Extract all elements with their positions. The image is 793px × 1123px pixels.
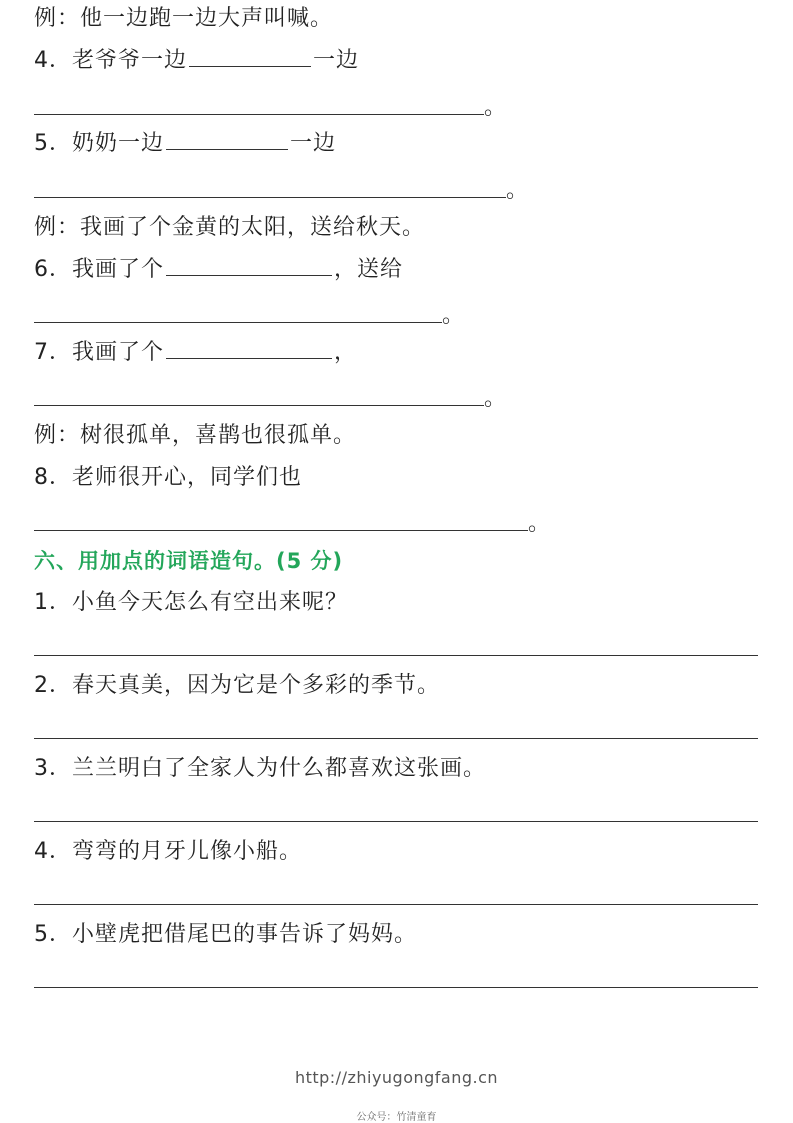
footer-url[interactable]: http://zhiyugongfang.cn: [294, 1068, 499, 1087]
question-number: 4．: [34, 48, 72, 73]
answer-line-4[interactable]: [34, 114, 484, 115]
sentence-item-4: 4．弯弯的月牙儿像小船。: [34, 839, 302, 864]
footer-wechat-account: 公众号：竹清童育: [356, 1112, 437, 1123]
period-mark: 。: [484, 95, 507, 120]
sentence-item-5: 5．小壁虎把借尾巴的事告诉了妈妈。: [34, 922, 417, 947]
question-number: 5．: [34, 131, 72, 156]
question-5: [34, 129, 336, 159]
fill-blank[interactable]: [166, 255, 332, 276]
question-text-a: 奶奶一边: [72, 131, 165, 156]
answer-line-s3[interactable]: [34, 821, 758, 822]
question-number: 8．: [34, 465, 72, 490]
question-6: [34, 255, 403, 285]
sentence-item-2: 2．春天真美，因为它是个多彩的季节。: [34, 673, 440, 698]
question-7: [34, 338, 357, 368]
answer-line-5[interactable]: [34, 197, 506, 198]
question-number: 7．: [34, 340, 72, 365]
question-text-b: ，: [334, 340, 358, 365]
example-sentence-2: 例：我画了个金黄的太阳，送给秋天。: [34, 215, 426, 240]
question-text-b: ，送给: [334, 257, 404, 282]
question-text-b: 一边: [290, 131, 337, 156]
answer-line-7[interactable]: [34, 405, 484, 406]
question-4: [34, 46, 359, 76]
answer-line-6[interactable]: [34, 322, 442, 323]
sentence-item-1: 1．小鱼今天怎么有空出来呢？: [34, 590, 348, 615]
fill-blank[interactable]: [189, 46, 311, 67]
question-text-a: 我画了个: [72, 257, 165, 282]
question-number: 6．: [34, 257, 72, 282]
example-sentence-3: 例：树很孤单，喜鹊也很孤单。: [34, 423, 357, 448]
fill-blank[interactable]: [166, 338, 332, 359]
answer-line-8[interactable]: [34, 530, 528, 531]
period-mark: 。: [506, 178, 529, 203]
answer-line-s2[interactable]: [34, 738, 758, 739]
answer-line-s5[interactable]: [34, 987, 758, 988]
fill-blank[interactable]: [166, 129, 288, 150]
question-text-a: 老爷爷一边: [72, 48, 188, 73]
question-text-a: 老师很开心，同学们也: [72, 465, 303, 490]
period-mark: 。: [442, 303, 465, 328]
question-8: [34, 463, 302, 493]
answer-line-s1[interactable]: [34, 655, 758, 656]
period-mark: 。: [484, 386, 507, 411]
question-text-a: 我画了个: [72, 340, 165, 365]
section-title-part6: 六、用加点的词语造句。(5 分): [34, 549, 344, 573]
example-sentence-1: 例：他一边跑一边大声叫喊。: [34, 6, 334, 31]
answer-line-s4[interactable]: [34, 904, 758, 905]
sentence-item-3: 3．兰兰明白了全家人为什么都喜欢这张画。: [34, 756, 486, 781]
question-text-b: 一边: [313, 48, 360, 73]
period-mark: 。: [528, 511, 551, 536]
